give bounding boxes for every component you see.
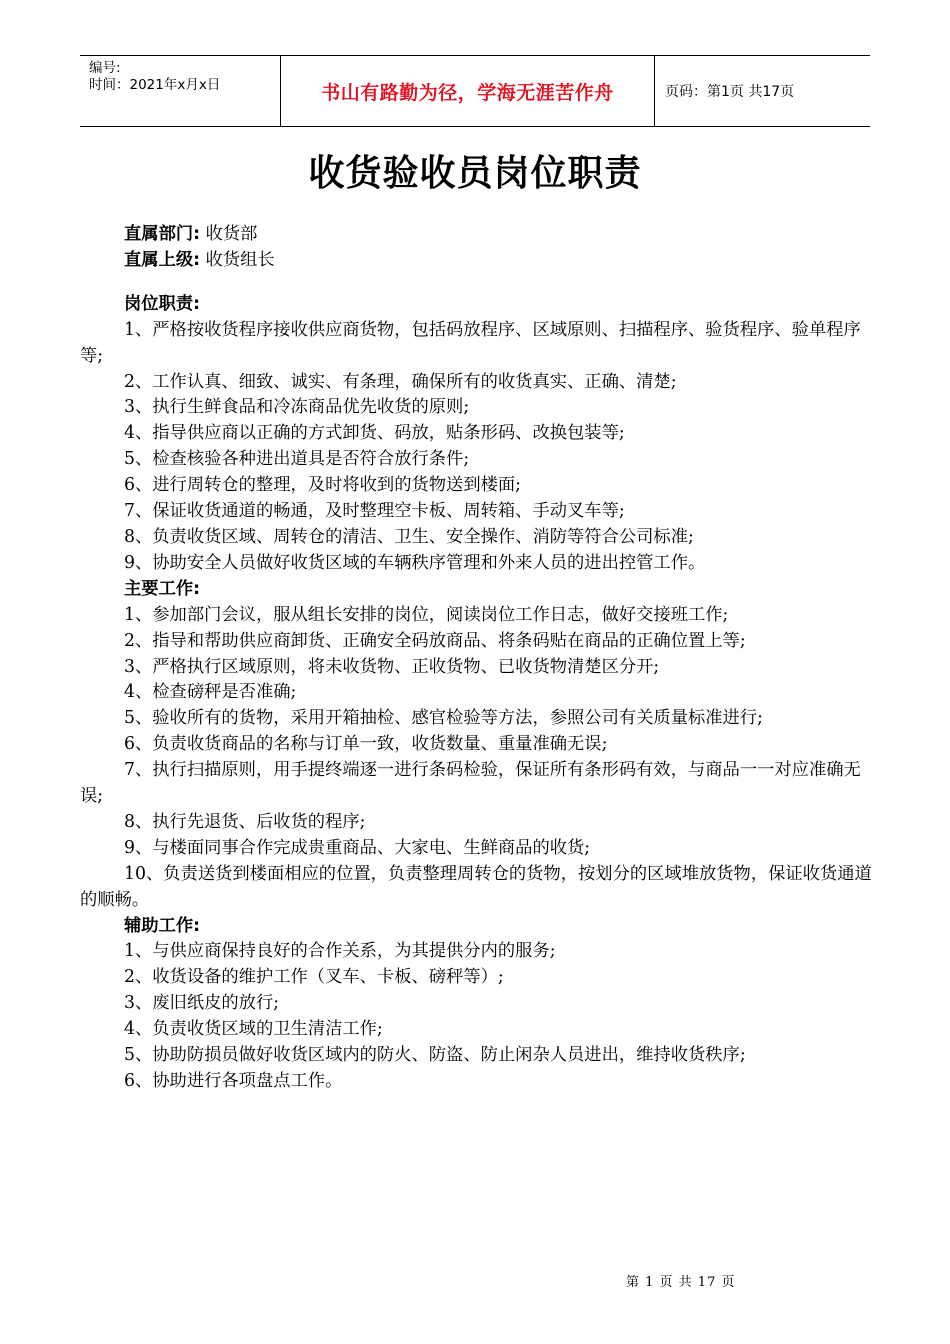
duty-item: 3、执行生鲜食品和冷冻商品优先收货的原则; xyxy=(124,397,470,418)
duty-item: 4、指导供应商以正确的方式卸货、码放，贴条形码、改换包装等; xyxy=(124,423,625,444)
duty-item: 9、协助安全人员做好收货区域的车辆秩序管理和外来人员的进出控管工作。 xyxy=(124,552,706,573)
header-meta xyxy=(80,56,281,126)
spacer xyxy=(80,274,880,292)
main-work-item: 10、负责送货到楼面相应的位置，负责整理周转仓的货物，按划分的区域堆放货物，保证收货通道的顺畅。 xyxy=(80,863,872,910)
main-work-item: 8、执行先退货、后收货的程序; xyxy=(124,811,366,832)
superior-value: 收货组长 xyxy=(205,249,275,270)
main-work-item: 2、指导和帮助供应商卸货、正确安全码放商品、将条码贴在商品的正确位置上等; xyxy=(124,630,746,651)
header-motto: 书山有路勤为径，学海无涯苦作舟 xyxy=(281,56,655,126)
duty-item: 8、负责收货区域、周转仓的清洁、卫生、安全操作、消防等符合公司标准; xyxy=(124,526,694,547)
aux-work-item: 5、协助防损员做好收货区域内的防火、防盗、防止闲杂人员进出，维持收货秩序; xyxy=(124,1045,746,1066)
department-value: 收货部 xyxy=(205,224,258,244)
main-work-item: 7、执行扫描原则，用手提终端逐一进行条码检验，保证所有条形码有效，与商品一一对应准确无误; xyxy=(80,760,861,807)
page-title: 收货验收员岗位职责 xyxy=(308,153,642,194)
page-footer: 第 1 页 共 17 页 xyxy=(626,1275,736,1290)
document-body xyxy=(80,222,880,1095)
duty-item: 1、严格按收货程序接收供应商货物，包括码放程序、区域原则、扫描程序、验货程序、验单程序等; xyxy=(80,319,861,366)
aux-work-item: 3、废旧纸皮的放行; xyxy=(124,993,280,1014)
aux-work-item: 1、与供应商保持良好的合作关系，为其提供分内的服务; xyxy=(124,941,556,962)
main-work-item: 9、与楼面同事合作完成贵重商品、大家电、生鲜商品的收货; xyxy=(124,837,591,858)
main-work-item: 1、参加部门会议，服从组长安排的岗位，阅读岗位工作日志，做好交接班工作; xyxy=(124,604,729,625)
main-work-item: 6、负责收货商品的名称与订单一致，收货数量、重量准确无误; xyxy=(124,734,608,755)
duty-item: 2、工作认真、细致、诚实、有条理，确保所有的收货真实、正确、清楚; xyxy=(124,371,677,392)
superior-line xyxy=(80,248,880,274)
main-work-item: 3、严格执行区域原则，将未收货物、正收货物、已收货物清楚区分开; xyxy=(124,656,660,677)
aux-work-item: 2、收货设备的维护工作（叉车、卡板、磅秤等）; xyxy=(124,967,504,988)
duty-item: 6、进行周转仓的整理，及时将收到的货物送到楼面; xyxy=(124,475,522,496)
document-number-label: 编号: xyxy=(89,60,121,76)
document-header xyxy=(80,55,870,127)
duty-item: 7、保证收货通道的畅通，及时整理空卡板、周转箱、手动叉车等; xyxy=(124,501,625,522)
main-work-item: 5、验收所有的货物，采用开箱抽检、感官检验等方法，参照公司有关质量标准进行; xyxy=(124,708,763,729)
aux-work-item: 6、协助进行各项盘点工作。 xyxy=(124,1071,343,1091)
duties-heading: 岗位职责: xyxy=(124,293,201,314)
department-label: 直属部门: xyxy=(124,224,201,244)
duty-item: 5、检查核验各种进出道具是否符合放行条件; xyxy=(124,449,470,470)
aux-work-item: 4、负责收货区域的卫生清洁工作; xyxy=(124,1019,383,1040)
header-page-info: 页码：第1页 共17页 xyxy=(665,84,795,100)
main-work-heading: 主要工作: xyxy=(124,578,201,599)
superior-label: 直属上级: xyxy=(124,249,201,270)
main-work-item: 4、检查磅秤是否准确; xyxy=(124,682,297,703)
department-line xyxy=(80,222,880,248)
aux-work-heading: 辅助工作: xyxy=(124,915,201,936)
document-time: 时间：2021年x月x日 xyxy=(89,77,221,93)
